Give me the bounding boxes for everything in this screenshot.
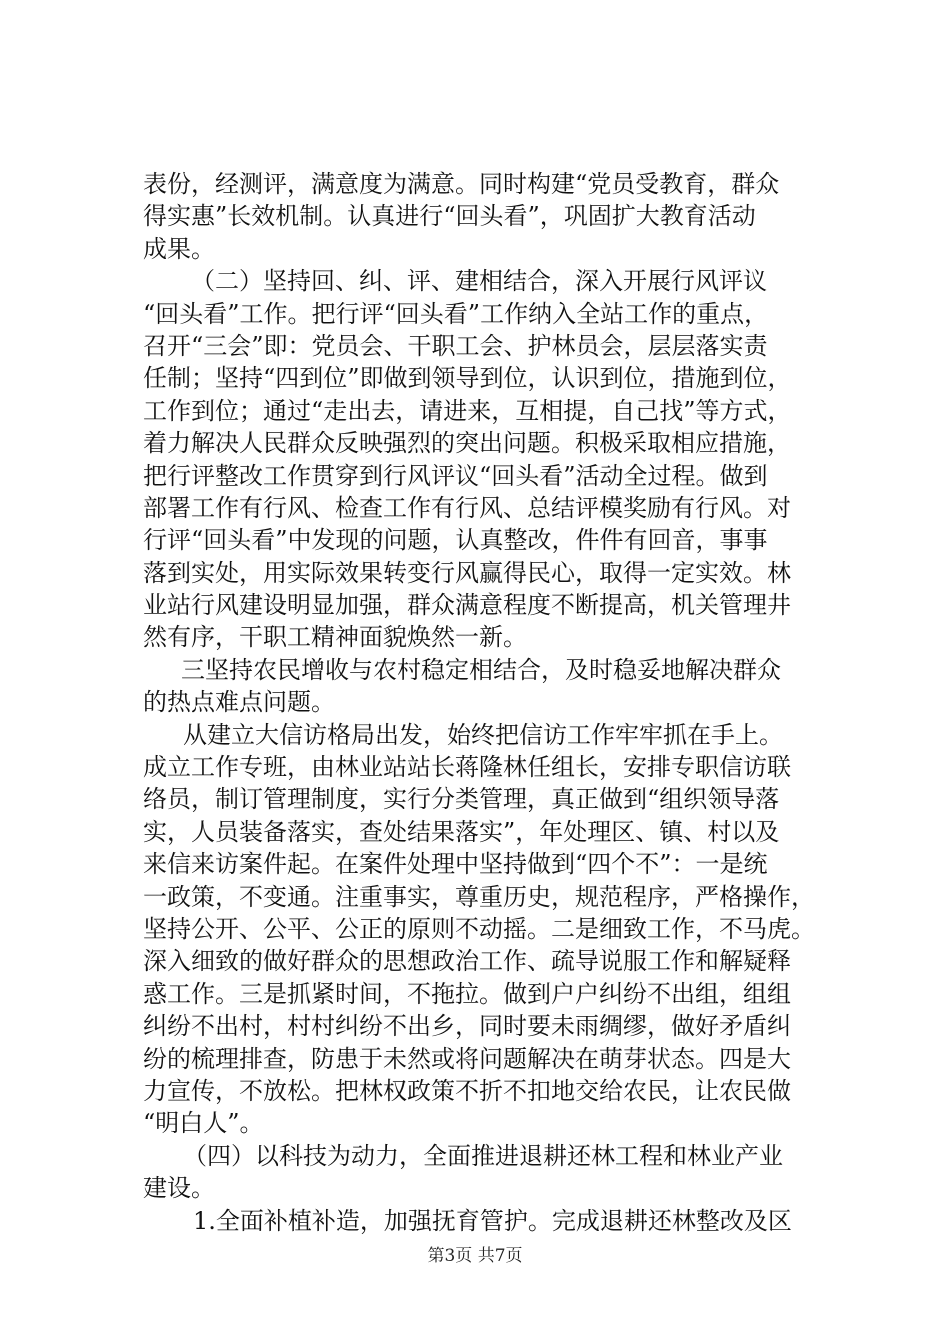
text-line: 表份，经测评，满意度为满意。同时构建“党员受教育，群众 [143, 170, 780, 198]
text-line: 1.全面补植补造，加强抚育管护。完成退耕还林整改及区 [193, 1206, 792, 1235]
paragraph [143, 1140, 838, 1205]
text-line: 一政策，不变通。注重事实，尊重历史，规范程序，严格操作， [143, 882, 815, 911]
text-line: 落到实处，用实际效果转变行风赢得民心，取得一定实效。林 [143, 558, 791, 587]
text-line: 纷的梳理排查，防患于未然或将问题解决在萌芽状态。四是大 [143, 1044, 791, 1073]
text-line: 来信来访案件起。在案件处理中坚持做到“四个不”：一是统 [143, 850, 768, 879]
text-line: 把行评整改工作贯穿到行风评议“回头看”活动全过程。做到 [143, 461, 768, 490]
text-line: 建设。 [143, 1174, 215, 1203]
text-line: 得实惠”长效机制。认真进行“回头看”，巩固扩大教育活动 [143, 202, 756, 231]
text-line: 深入细致的做好群众的思想政治工作、疏导说服工作和解疑释 [143, 947, 791, 976]
text-line: 召开“三会”即：党员会、干职工会、护林员会，层层落实责 [143, 331, 768, 360]
text-line: “回头看”工作。把行评“回头看”工作纳入全站工作的重点， [143, 299, 769, 328]
text-line: 业站行风建设明显加强，群众满意程度不断提高，机关管理井 [143, 591, 791, 620]
text-line: 力宣传，不放松。把林权政策不折不扣地交给农民，让农民做 [143, 1076, 791, 1105]
text-line: 部署工作有行风、检查工作有行风、总结评模奖励有行风。对 [143, 493, 791, 522]
text-line: 成立工作专班，由林业站站长蒋隆林任组长，安排专职信访联 [143, 753, 791, 782]
text-line: 三坚持农民增收与农村稳定相结合，及时稳妥地解决群众 [181, 655, 781, 684]
text-line: 络员，制订管理制度，实行分类管理，真正做到“组织领导落 [143, 785, 780, 814]
text-line: 惑工作。三是抓紧时间，不拖拉。做到户户纠纷不出组，组组 [143, 979, 791, 1008]
page-footer: 第3页 共7页 [427, 1246, 523, 1266]
text-line: 行评“回头看”中发现的问题，认真整改，件件有回音，事事 [143, 526, 768, 555]
text-line: 纠纷不出村，村村纠纷不出乡，同时要未雨绸缪，做好矛盾纠 [143, 1012, 791, 1041]
text-line: 任制；坚持“四到位”即做到领导到位，认识到位，措施到位， [143, 364, 792, 393]
text-line: 的热点难点问题。 [143, 688, 335, 717]
paragraph [143, 265, 838, 654]
text-line: 着力解决人民群众反映强烈的突出问题。积极采取相应措施， [143, 429, 791, 458]
text-line: （四）以科技为动力，全面推进退耕还林工程和林业产业 [183, 1141, 783, 1170]
text-line: （二）坚持回、纠、评、建相结合，深入开展行风评议 [191, 267, 767, 296]
text-line: 坚持公开、公平、公正的原则不动摇。二是细致工作，不马虎。 [143, 914, 815, 943]
paragraph [143, 719, 838, 1140]
paragraph [143, 654, 838, 719]
text-line: “明白人”。 [143, 1109, 264, 1138]
text-line: 成果。 [143, 234, 215, 263]
paragraph [143, 1205, 838, 1237]
text-line: 工作到位；通过“走出去，请进来，互相提，自己找”等方式， [143, 396, 792, 425]
text-line: 从建立大信访格局出发，始终把信访工作牢牢抓在手上。 [183, 720, 783, 749]
text-line: 实，人员装备落实，查处结果落实”，年处理区、镇、村以及 [143, 817, 780, 846]
document-body [143, 168, 838, 1237]
paragraph [143, 168, 838, 265]
text-line: 然有序，干职工精神面貌焕然一新。 [143, 623, 527, 652]
